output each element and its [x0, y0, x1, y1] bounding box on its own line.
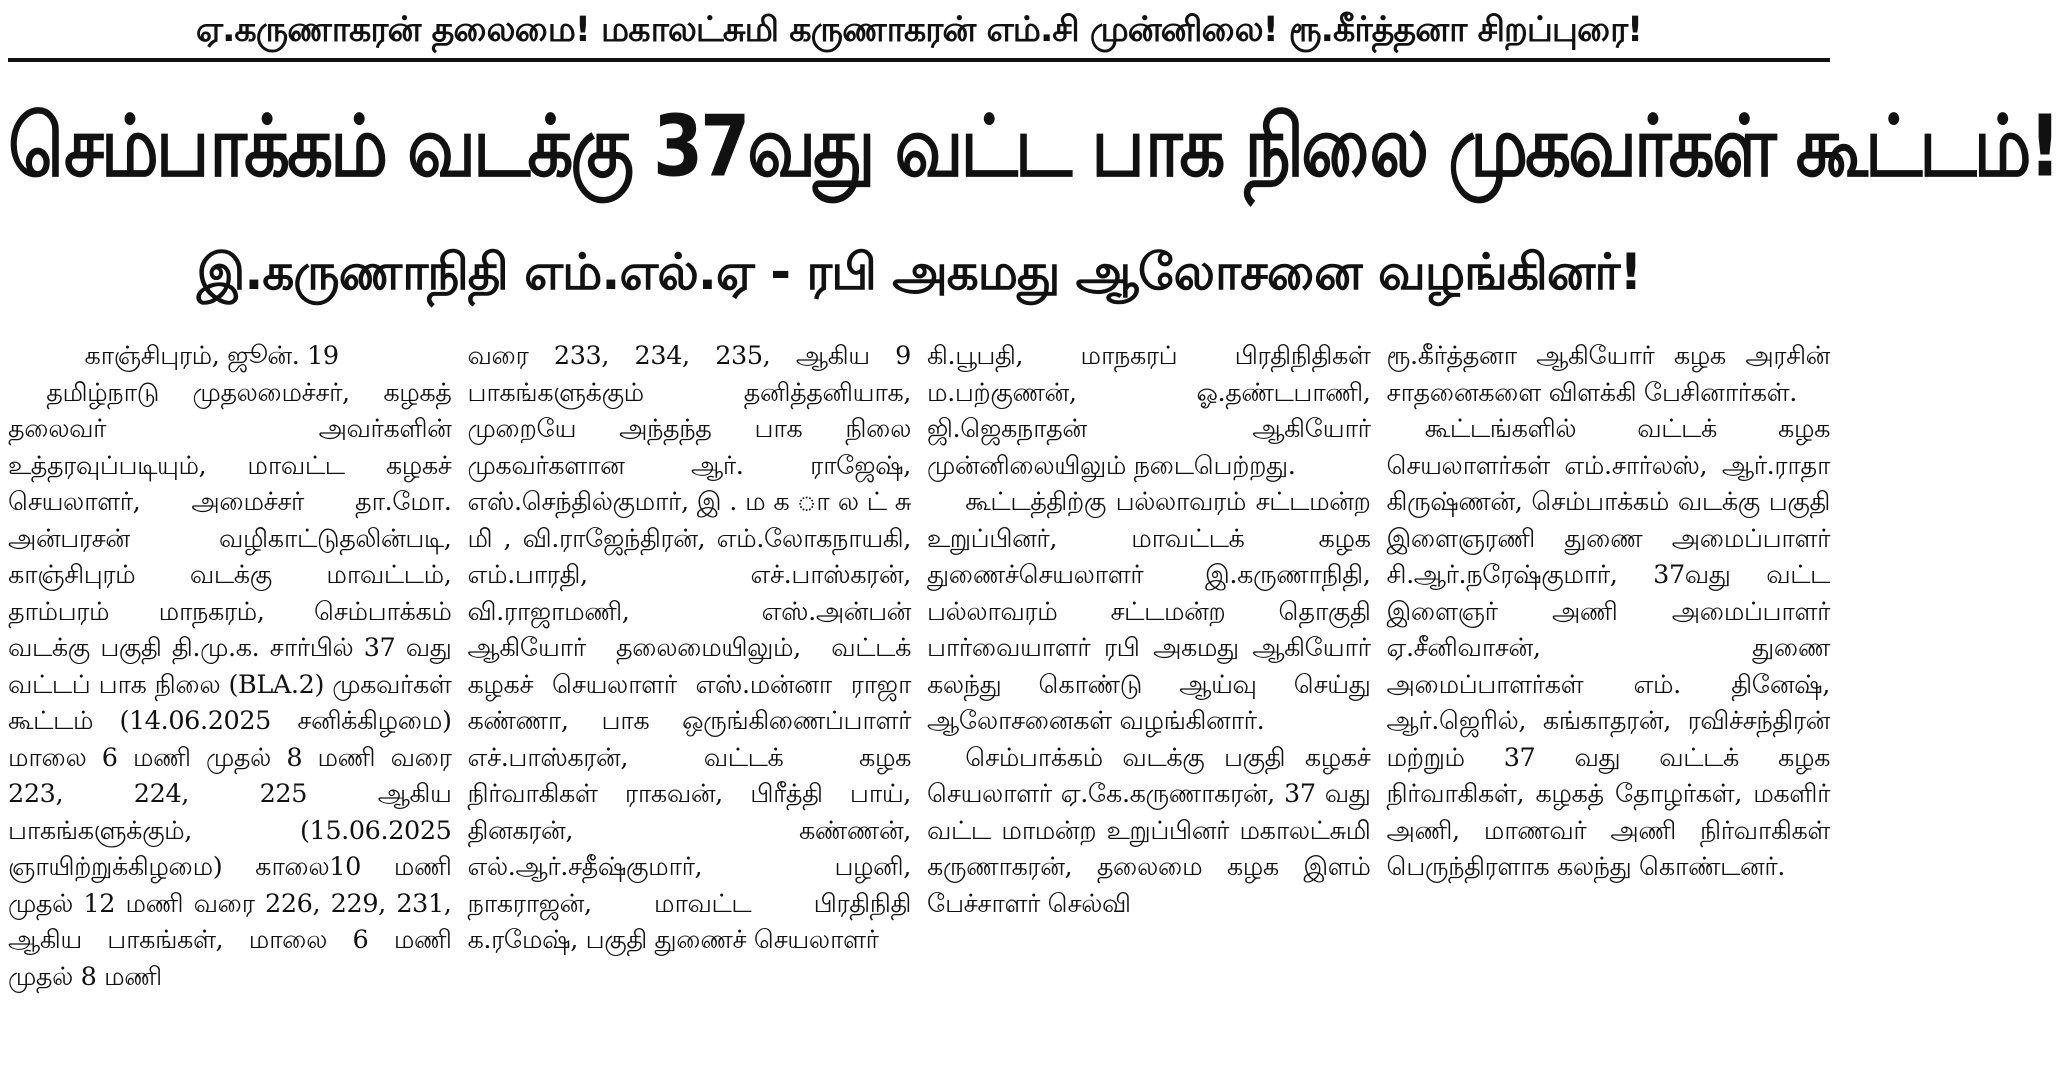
article-column-1	[8, 338, 452, 1066]
article-column-3	[927, 338, 1371, 1066]
article-column-2	[468, 338, 912, 1066]
headline: செம்பாக்கம் வடக்கு 37வது வட்ட பாக நிலை முகவர்கள் கூட்டம்!	[8, 96, 2058, 196]
paragraph: கூட்டங்களில் வட்டக் கழக செயலாளர்கள் எம்.சார்லஸ், ஆர்.ராதா கிருஷ்ணன், செம்பாக்கம் வடக்கு பகுதி இளைஞரணி துணை அமைப்பாளர் சி.ஆர்.நரேஷ்குமார், 37வது வட்ட இளைஞர் அணி அமைப்பாளர் ஏ.சீனிவாசன், துணை அமைப்பாளர்கள் எம். தினேஷ், ஆர்.ஜெரில், கங்காதரன், ரவிச்சந்திரன் மற்றும் 37 வது வட்டக் கழக நிர்வாகிகள், கழகத் தோழர்கள், மகளிர் அணி, மாணவர் அணி நிர்வாகிகள் பெருந்திரளாக கலந்து கொண்டனர்.	[1386, 414, 1830, 882]
subheadline: இ.கருணாநிதி எம்.எல்.ஏ - ரபி அகமது ஆலோசனை வழங்கினர்!	[196, 243, 1642, 301]
paragraph: கூட்டத்திற்கு பல்லாவரம் சட்டமன்ற உறுப்பினர், மாவட்டக் கழக துணைச்செயலாளர் இ.கருணாநிதி, பல்லாவரம் சட்டமன்ற தொகுதி பார்வையாளர் ரபி அகமது ஆகியோர் கலந்து கொண்டு ஆய்வு செய்து ஆலோசனைகள் வழங்கினார்.	[927, 487, 1371, 736]
paragraph: ரூ.கீர்த்தனா ஆகியோர் கழக அரசின் சாதனைகளை விளக்கி பேசினார்கள்.	[1386, 341, 1830, 408]
article-column-4	[1387, 338, 1831, 1066]
paragraph: தமிழ்நாடு முதலமைச்சர், கழகத் தலைவர் அவர்களின் உத்தரவுப்படியும், மாவட்ட கழகச் செயலாளர், அமைச்சர் தா.மோ. அன்பரசன் வழிகாட்டுதலின்படி, காஞ்சிபுரம் வடக்கு மாவட்டம், தாம்பரம் மாநகரம், செம்பாக்கம் வடக்கு பகுதி தி.மு.க. சார்பில் 37 வது வட்டப் பாக நிலை (BLA.2) முகவர்கள் கூட்டம் (14.06.2025 சனிக்கிழமை) மாலை 6 மணி முதல் 8 மணி வரை 223, 224, 225 ஆகிய பாகங்களுக்கும், (15.06.2025 ஞாயிற்றுக்கிழமை) காலை10 மணி முதல் 12 மணி வரை 226, 229, 231, ஆகிய பாகங்கள், மாலை 6 மணி முதல் 8 மணி	[8, 377, 452, 992]
article-body	[8, 338, 1830, 1066]
paragraph: கி.பூபதி, மாநகரப் பிரதிநிதிகள் ம.பற்குணன், ஓ.தண்டபாணி, ஜி.ஜெகநாதன் ஆகியோர் முன்னிலையிலும் நடைபெற்றது.	[927, 341, 1371, 481]
kicker-line: ஏ.கருணாகரன் தலைமை! மகாலட்சுமி கருணாகரன் எம்.சி முன்னிலை! ரூ.கீர்த்தனா சிறப்புரை!	[8, 0, 1830, 62]
paragraph: செம்பாக்கம் வடக்கு பகுதி கழகச் செயலாளர் ஏ.கே.கருணாகரன், 37 வது வட்ட மாமன்ற உறுப்பினர் மகாலட்சுமி கருணாகரன், தலைமை கழக இளம் பேச்சாளர் செல்வி	[927, 742, 1371, 919]
dateline: காஞ்சிபுரம், ஜூன். 19	[84, 341, 339, 371]
paragraph: வரை 233, 234, 235, ஆகிய 9 பாகங்களுக்கும் தனித்தனியாக, முறையே அந்தந்த பாக நிலை முகவர்களான ஆர். ராஜேஷ், எஸ்.செந்தில்குமார், இ . ம க ா ல ட் சு மி , வி.ராஜேந்திரன், எம்.லோகநாயகி, எம்.பாரதி, எச்.பாஸ்கரன், வி.ராஜாமணி, எஸ்.அன்பன் ஆகியோர் தலைமையிலும், வட்டக் கழகச் செயலாளர் எஸ்.மன்னா ராஜா கண்ணா, பாக ஒருங்கிணைப்பாளர் எச்.பாஸ்கரன், வட்டக் கழக நிர்வாகிகள் ராகவன், பிரீத்தி பாய், தினகரன், கண்ணன், எல்.ஆர்.சதீஷ்குமார், பழனி, நாகராஜன், மாவட்ட பிரதிநிதி க.ரமேஷ், பகுதி துணைச் செயலாளர்	[467, 341, 911, 955]
